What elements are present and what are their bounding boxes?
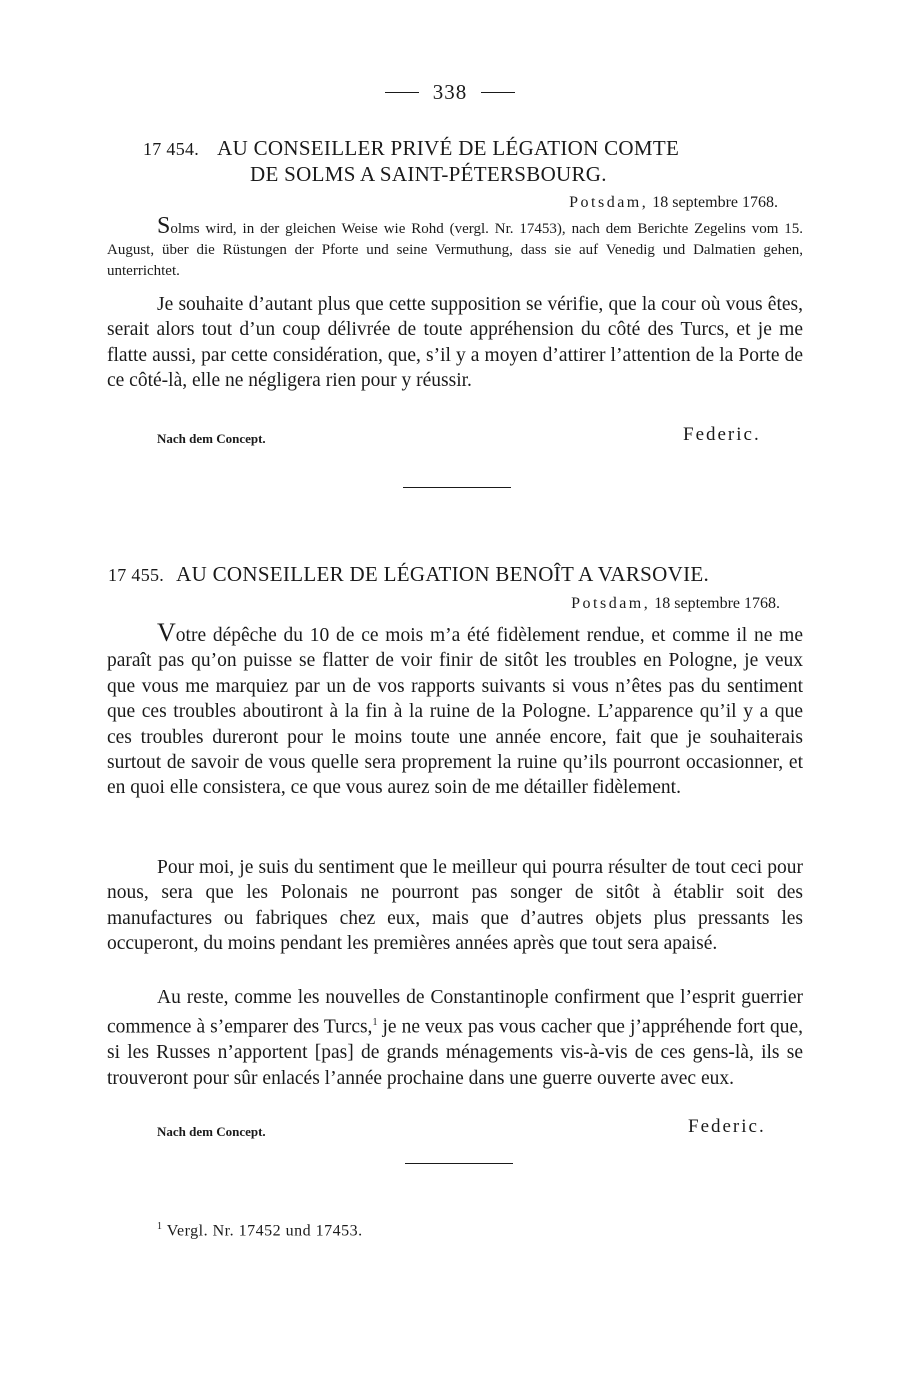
letter2-paragraph-2: Pour moi, je suis du sentiment que le meilleur qui pourra résulter de tout ceci pour nous, sera que les Polonais ne pourront pas songer de sitôt à établir soit des manufactures ou fabriques chez eux, mais que d’autres objets plus pressants les occuperont, du moins pendant les premières années après que tout sera apaisé. xyxy=(107,857,803,955)
letter2-paragraph-3 xyxy=(107,985,803,1091)
footnote xyxy=(157,1221,363,1240)
letter2-signature: Federic. xyxy=(688,1116,766,1137)
separator-rule-1 xyxy=(403,487,511,488)
letter1-source-note: Nach dem Concept. xyxy=(157,431,266,446)
letter1-number: 17 454. xyxy=(143,139,200,159)
letter2-number: 17 455. xyxy=(108,565,165,585)
letter2-date: 18 septembre 1768. xyxy=(654,595,780,612)
letter1-summary-initial: S xyxy=(157,213,171,239)
letter2-paragraph-3-text-b: je ne veux pas vous cacher que j’appréhende fort que, si les Russes n’apportent [pas] de grands ménagements vis-à-vis de ces gens-là, ils se trouveront pour sûr enlacés l’année prochaine dans une guerre ouverte avec eux. xyxy=(107,1016,803,1089)
letter1-summary-text: olms wird, in der gleichen Weise wie Rohd (vergl. Nr. 17453), nach dem Berichte Zegelins vom 15. August, über die Rüstungen der Pforte und seine Vermuthung, dass sie auf Venedig und Dalmatien gehen, unterrichtet. xyxy=(107,221,803,279)
letter2-title-text: AU CONSEILLER DE LÉGATION BENOÎT A VARSOVIE. xyxy=(176,562,710,586)
letter2-paragraph-1-initial: V xyxy=(157,618,176,647)
letter2-place-date xyxy=(571,595,780,613)
letter1-place-date xyxy=(569,194,778,212)
letter1-date: 18 septembre 1768. xyxy=(652,194,778,211)
letter1-body: Je souhaite d’autant plus que cette supposition se vérifie, que la cour où vous êtes, serait alors tout d’un coup délivrée de toute appréhension du côté des Turcs, et je me flatte aussi, par cette considération, que, s’il y a moyen d’attirer l’attention de la Porte de ce côté-là, elle ne négligera rien pour y réussir. xyxy=(107,294,803,392)
letter1-title-line2: DE SOLMS A SAINT-PÉTERSBOURG. xyxy=(250,162,607,186)
letter2-source-note: Nach dem Concept. xyxy=(157,1124,266,1139)
letter2-title xyxy=(108,561,709,588)
header-dash-left xyxy=(385,92,419,93)
letter2-place: Potsdam, xyxy=(571,595,651,612)
letter1-title-text1: AU CONSEILLER PRIVÉ DE LÉGATION COMTE xyxy=(217,136,680,160)
footnote-reference: 1 xyxy=(372,1017,378,1029)
separator-rule-2 xyxy=(405,1163,513,1164)
letter2-paragraph-1 xyxy=(107,620,803,801)
header-dash-right xyxy=(481,92,515,93)
letter2-paragraph-1-text: otre dépêche du 10 de ce mois m’a été fidèlement rendue, et comme il ne me paraît pas qu’on puisse se flatter de voir finir de sitôt les troubles en Pologne, je veux que vous me marquiez par un de vos rapports suivants si vous n’êtes pas du sentiment que ces troubles aboutiront à la fin à la ruine de la Pologne. L’apparence qu’il y a que ces troubles dureront pour le moins toute une année encore, fait que je souhaiterais surtout de savoir de vous quelle sera proprement la ruine qu’ils pourront occasionner, et en quoi elle consistera, ce que vous aurez soin de me détailler fidèlement. xyxy=(107,625,803,799)
page-header xyxy=(0,80,900,105)
footnote-text: Vergl. Nr. 17452 und 17453. xyxy=(166,1222,363,1240)
letter1-place: Potsdam, xyxy=(569,194,649,211)
letter1-summary xyxy=(107,213,803,282)
letter2-paragraph-3-text-a: Au reste, comme les nouvelles de Constantinople confirment que l’esprit guerrier commence à s’emparer des Turcs, xyxy=(107,987,803,1038)
letter1-signature: Federic. xyxy=(683,424,761,445)
letter1-title-line1 xyxy=(143,135,679,162)
page-number: 338 xyxy=(432,80,468,104)
footnote-marker: 1 xyxy=(157,1221,163,1232)
